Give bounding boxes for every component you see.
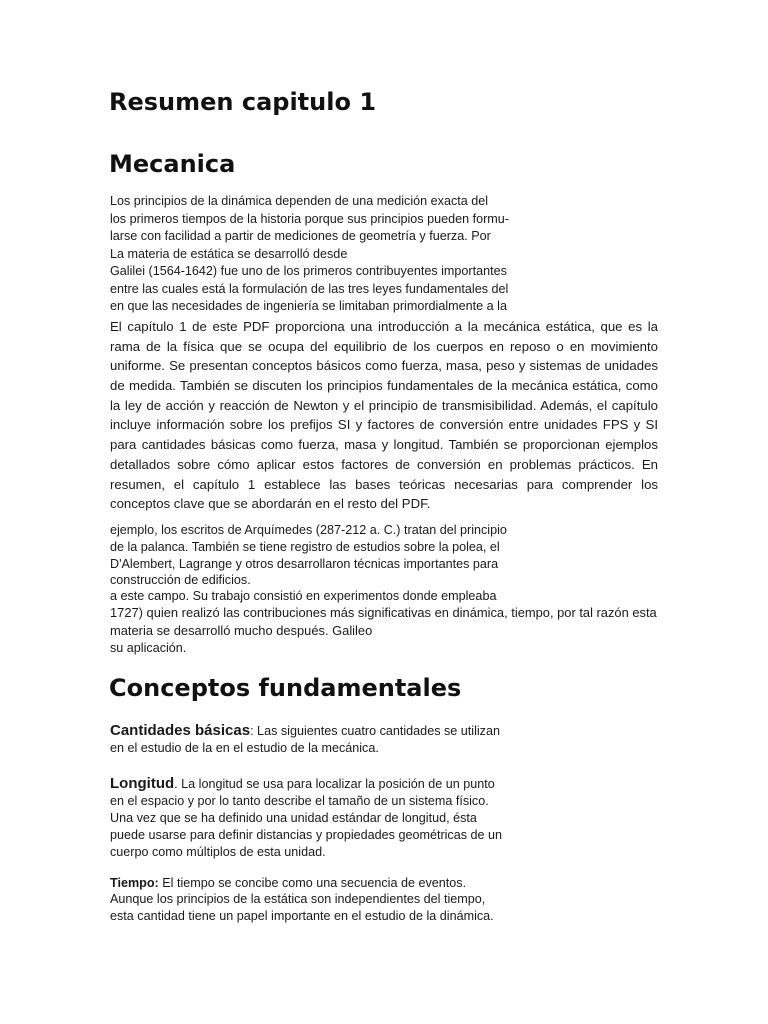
quantities-text: Las siguientes cuatro cantidades se utilizan (253, 724, 500, 738)
quantities-line (110, 722, 500, 740)
paragraph-line: rama de la física que se ocupa del equilibrio de los cuerpos en reposo o en movimiento (110, 338, 658, 354)
text-line: a este campo. Su trabajo consistió en experimentos donde empleaba (110, 589, 497, 603)
length-line (110, 775, 495, 793)
text-line: 1727) quien realizó las contribuciones más significativas en dinámica, tiempo, por tal razón esta (110, 605, 657, 620)
text-line: Una vez que se ha definido una unidad estándar de longitud, ésta (110, 811, 477, 825)
text-line: Galilei (1564-1642) fue uno de los primeros contribuyentes importantes (110, 264, 507, 278)
text-line: entre las cuales está la formulación de las tres leyes fundamentales del (110, 282, 509, 296)
text-line: su aplicación. (110, 641, 187, 655)
text-line: ejemplo, los escritos de Arquímedes (287-212 a. C.) tratan del principio (110, 523, 507, 537)
paragraph-line: de medida. También se discuten los principios fundamentales de la mecánica estática, como (110, 378, 658, 394)
text-line: Aunque los principios de la estática son independientes del tiempo, (110, 892, 486, 906)
paragraph-line: El capítulo 1 de este PDF proporciona una introducción a la mecánica estática, que es la (110, 319, 658, 334)
concepts-heading: Conceptos fundamentales (109, 674, 462, 702)
paragraph-line: conceptos clave que se abordarán en el resto del PDF. (110, 496, 431, 512)
text-line: puede usarse para definir distancias y propiedades geométricas de un (110, 828, 503, 842)
quantities-label-sep: : (250, 724, 254, 738)
text-line: en el estudio de la en el estudio de la mecánica. (110, 741, 379, 755)
quantities-label: Cantidades básicas (110, 722, 251, 739)
text-line: Los principios de la dinámica dependen de una medición exacta del (110, 194, 489, 208)
text-line: cuerpo como múltiplos de esta unidad. (110, 845, 326, 859)
text-line: esta cantidad tiene un papel importante en el estudio de la dinámica. (110, 909, 494, 923)
mechanics-heading: Mecanica (109, 150, 236, 178)
paragraph-line: la ley de acción y reacción de Newton y el principio de transmisibilidad. Además, el capítulo (110, 397, 658, 413)
text-line: de la palanca. También se tiene registro de estudios sobre la polea, el (110, 540, 500, 554)
text-line: en el espacio y por lo tanto describe el tamaño de un sistema físico. (110, 794, 489, 808)
summary-heading: Resumen capitulo 1 (109, 88, 377, 116)
text-line: en que las necesidades de ingeniería se limitaban primordialmente a la (110, 299, 507, 313)
paragraph-line: para cantidades básicas como fuerza, masa y longitud. También se proporcionan ejemplos (110, 437, 658, 453)
text-line: D'Alembert, Lagrange y otros desarrollaron técnicas importantes para (110, 557, 499, 571)
text-line: La materia de estática se desarrolló desde (110, 247, 348, 261)
text-line: los primeros tiempos de la historia porque sus principios pueden formu- (110, 212, 509, 226)
length-label: Longitud (110, 775, 175, 792)
paragraph-line: detallados sobre cómo aplicar estos factores de conversión en problemas prácticos. En (110, 456, 658, 472)
chapter-summary-paragraph (110, 317, 658, 514)
time-line (110, 875, 466, 892)
paragraph-line: resumen, el capítulo 1 establece las bases teóricas necesarias para comprender los (110, 476, 658, 492)
paragraph-line: uniforme. Se presentan conceptos básicos como fuerza, masa, peso y sistemas de unidades (110, 358, 658, 374)
time-label: Tiempo: (110, 876, 159, 890)
paragraph-line: incluye información sobre los prefijos SI y factores de conversión entre unidades FPS y SI (110, 417, 658, 433)
length-text: . La longitud se usa para localizar la posición de un punto (174, 777, 495, 791)
text-line: larse con facilidad a partir de mediciones de geometría y fuerza. Por (110, 229, 491, 243)
text-line: materia se desarrolló mucho después. Galileo (110, 623, 373, 638)
text-line: construcción de edificios. (110, 573, 251, 587)
time-text: El tiempo se concibe como una secuencia de eventos. (158, 876, 467, 890)
